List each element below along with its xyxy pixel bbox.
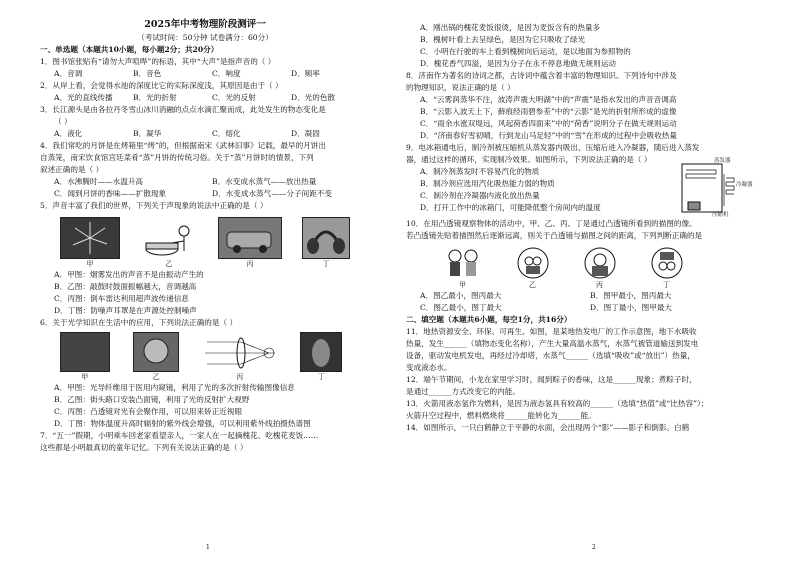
question-line: 变成液态水。: [406, 363, 452, 372]
children-drawing: [443, 246, 483, 280]
question-line: 11．地热资源安全、环保、可再生。如图，是某地热发电厂的工作示意图，地下水吸收: [406, 327, 697, 336]
option-a: A．光的直线传播: [54, 93, 113, 102]
question-8: [406, 70, 760, 142]
evaporator-label: 蒸发器: [714, 158, 731, 164]
right-page: [400, 0, 794, 561]
lens-image-drawing: [516, 246, 550, 280]
car-radar-photo: [218, 217, 282, 259]
question-line: 7．“五一”假期，小明乘车回老家看望亲人，一家人在一起摘槐花、吃槐花麦饭……: [40, 431, 319, 440]
figure-ding: [302, 217, 350, 269]
left-page: [0, 0, 392, 561]
thermal-image-photo: [300, 332, 342, 372]
option-b: B．水变成水蒸气——放出热量: [212, 177, 317, 186]
option-a: A．甲图：光导纤维用于医用内窥镜，利用了光的多次折射传输图像信息: [54, 383, 295, 392]
option-c: C．图乙最小，图丁最大: [420, 303, 502, 312]
lens-image-drawing: [650, 246, 684, 280]
option-b: B．乙图：街头路口安装凸面镜，利用了光的反射扩大视野: [54, 395, 250, 404]
question-line: 若凸透镜先贴着描图然后逐渐远离，则关于凸透镜与描图之间的距离，下列判断正确的是: [406, 231, 703, 240]
question-stem: 2．从岸上看，会觉得水池的深度比它的实际深度浅，其原因是由于（ ）: [40, 81, 283, 90]
compressor-label: 压缩机: [712, 212, 729, 218]
option-d: D．“济南春好雪初晴，行到龙山马足轻”中的“雪”在形成的过程中会吸收热量: [420, 131, 678, 140]
option-b: B．制冷剂应选用汽化吸热能力弱的物质: [420, 179, 555, 188]
option-b: B．乙图：敲鼓时鼓面振幅越大，音调越高: [54, 282, 197, 291]
option-c: C．熔化: [212, 129, 241, 138]
endoscope-photo: [60, 332, 110, 372]
option-b: B．音色: [133, 69, 162, 78]
section-2-heading: 二、填空题（本题共6小题，每空1分，共16分）: [406, 315, 572, 324]
question-3: [40, 104, 370, 140]
question-line: 这些都是小明最真切的童年记忆。下列有关说法正确的是（ ）: [40, 443, 248, 452]
question-7: [40, 430, 370, 454]
page-number: 1: [206, 544, 210, 551]
question-1: [40, 56, 370, 80]
q10-figure-row: [426, 242, 700, 290]
caption: 丁: [663, 281, 670, 289]
option-c: C．制冷剂在冷凝器内液化放出热量: [420, 191, 540, 200]
option-a: A．“云雾润蒸华不注，波涛声震大明湖”中的“声震”是指水发出的声音音调高: [420, 95, 677, 104]
figure-jia: [443, 246, 483, 290]
figure-bing: [583, 246, 617, 290]
fireworks-photo: [60, 217, 120, 259]
page-number: 2: [592, 544, 596, 551]
question-line: 的物理知识，说法正确的是（ ）: [406, 83, 515, 92]
q6-figure-row: [48, 330, 354, 382]
option-c: C．响度: [212, 69, 241, 78]
option-a: A．甲图：烟雾发出的声音不是由振动产生的: [54, 270, 204, 279]
option-c: C．小明在行驶的车上看到槐树向后运动，是以地面为参照物的: [420, 47, 631, 56]
fridge-diagram: [674, 158, 760, 218]
question-14: [406, 422, 760, 434]
question-stem: 1．图书馆张贴有“请勿大声喧哗”的标语，其中“大声”是指声音的（ ）: [40, 57, 276, 66]
question-5: [40, 200, 370, 317]
figure-yi: [516, 246, 550, 290]
option-c: C．丙图：倒车雷达利用超声波传递信息: [54, 294, 189, 303]
lens-ray-diagram: [203, 334, 277, 372]
question-line: 10．在用凸透镜观察物体的活动中，甲、乙、丙、丁是通过凸透镜所看到的描图的像。: [406, 219, 697, 228]
caption: 丁: [317, 373, 325, 381]
option-d: D．丁图：防噪声耳罩是在声源处控制噪声: [54, 306, 197, 315]
question-9: [406, 142, 760, 218]
question-line: 9．电冰箱通电后，制冷剂被压缩机从蒸发器内吸出、压缩后进入冷凝器，随后进入蒸发: [406, 143, 700, 152]
option-a: A．水沸腾时——水温升高: [54, 177, 144, 186]
caption: 甲: [81, 373, 89, 381]
question-line: 设备，驱动发电机发电，再经过冷却塔，水蒸气______（选填“吸收”或“放出”）热量，: [406, 351, 695, 360]
condenser-label: 冷凝器: [736, 182, 753, 188]
question-line: 自蒸笼，南宋饮食馆宫廷菜肴“蒸”月饼的传统习俗。关于“蒸”月饼时的情景，下列: [40, 153, 314, 162]
figure-yi: [140, 219, 198, 269]
question-line: 4．我们常吃的月饼是在烤箱里“烤”的，但根据南宋《武林旧事》记载，最早的月饼出: [40, 141, 326, 150]
question-13: [406, 398, 760, 422]
figure-yi: [133, 332, 179, 382]
question-12: [406, 374, 760, 398]
drum-drawing: [140, 219, 198, 259]
q5-figure-row: [50, 213, 360, 269]
exam-title: 2025年中考物理阶段测评一: [144, 19, 266, 30]
question-4: [40, 140, 370, 200]
question-line: 8．济南作为著名的诗词之都，古诗词中蕴含着丰富的物理知识。下列诗句中涉及: [406, 71, 677, 80]
option-b: B．图甲最小，图丙最大: [590, 291, 672, 300]
question-line: 叙述正确的是（ ）: [40, 165, 104, 174]
question-line: 器，通过这样的循环，实现制冷效果。如图所示，下列说法正确的是（ ）: [406, 155, 652, 164]
option-c: C．光的反射: [212, 93, 256, 102]
option-d: D．凝固: [291, 129, 320, 138]
figure-bing: [203, 334, 277, 382]
question-stem: 3．长江源头是由各拉丹冬雪山冰川消融的点点水滴汇聚而成，此处发生的物态变化是: [40, 105, 326, 114]
question-tail: （ ）: [54, 117, 72, 126]
option-a: A．音调: [54, 69, 83, 78]
question-11: [406, 326, 760, 374]
exam-subtitle: （考试时间：50分钟 试卷满分：60分）: [137, 33, 273, 42]
option-d: D．图丁最小，图甲最大: [590, 303, 673, 312]
caption: 甲: [459, 281, 466, 289]
caption: 丙: [246, 260, 254, 268]
section-1-heading: 一、单选题（本题共10小题，每小题2分；共20分）: [40, 45, 219, 54]
option-a: A．液化: [54, 129, 83, 138]
option-b: B．“云影入波天上下，藓痕经雨碧参差”中的“云影”是光的折射所形成的虚像: [420, 107, 677, 116]
option-a: A．制冷剂蒸发时不容易汽化的物质: [420, 167, 540, 176]
option-a: A．刚出锅的槐花麦饭很烫，是因为麦饭含有的热量多: [420, 23, 601, 32]
option-c: C．丙图：凸透镜对光有会聚作用，可以用来矫正近视眼: [54, 407, 243, 416]
option-d: D．水变成水蒸气——分子间距不变: [212, 189, 332, 198]
figure-jia: [60, 332, 110, 382]
question-6: [40, 317, 370, 430]
caption: 丁: [322, 260, 330, 268]
question-2: [40, 80, 370, 104]
option-d: D．光的色散: [291, 93, 336, 102]
figure-ding: [300, 332, 342, 382]
caption: 乙: [529, 281, 536, 289]
question-line: 12．端午节期间，小龙在家里学习时，闻到粽子的香味，这是______现象；煮粽子时，: [406, 375, 697, 384]
lens-image-drawing: [583, 246, 617, 280]
question-7-options: [406, 22, 760, 70]
figure-bing: [218, 217, 282, 269]
option-b: B．凝华: [133, 129, 162, 138]
question-stem: 5．声音丰富了我们的世界，下列关于声现象的说法中正确的是（ ）: [40, 201, 268, 210]
convex-mirror-photo: [133, 332, 179, 372]
question-line: 是通过______方式改变它的内能。: [406, 387, 520, 396]
option-d: D．频率: [291, 69, 320, 78]
question-line: 火箭升空过程中，燃料燃烧将______能转化为______能。: [406, 411, 596, 420]
figure-ding: [650, 246, 684, 290]
option-c: C．“雨余水涨双堤远，风起荷香四面来”中的“荷香”说明分子在做无规则运动: [420, 119, 677, 128]
caption: 丙: [236, 373, 244, 381]
option-b: B．槐树叶看上去呈绿色，是因为它只吸收了绿光: [420, 35, 586, 44]
option-a: A．图乙最小，图丙最大: [420, 291, 502, 300]
question-line: 14．如图所示，一只白鹤静立于平静的水面，会出现两个“影”——影子和倒影。白鹤: [406, 423, 690, 432]
question-line: 13．火箭用液态氢作为燃料，是因为液态氢具有较高的______（选填“热值”或“比热容”）；: [406, 399, 709, 408]
caption: 丙: [596, 281, 603, 289]
question-stem: 6．关于光学知识在生活中的应用，下列说法正确的是（ ）: [40, 318, 238, 327]
figure-jia: [60, 217, 120, 269]
option-b: B．光的折射: [133, 93, 177, 102]
question-10: [406, 218, 760, 314]
caption: 甲: [86, 260, 94, 268]
option-d: D．打开工作中的冰箱门，可能降低整个房间内的温度: [420, 203, 601, 212]
question-line: 热量，发生______（填物态变化名称），产生大量高温水蒸气，水蒸气被管道输送到发电: [406, 339, 699, 348]
option-d: D．槐花香气四溢，是因为分子在永不停息地做无规则运动: [420, 59, 616, 68]
caption: 乙: [152, 373, 160, 381]
option-c: C．闻到月饼的香味——扩散现象: [54, 189, 167, 198]
option-d: D．丁图：物体温度升高时辐射的紫外线会增强，可以利用紫外线拍摄热谱图: [54, 419, 311, 428]
earmuff-photo: [302, 217, 350, 259]
caption: 乙: [165, 260, 173, 268]
